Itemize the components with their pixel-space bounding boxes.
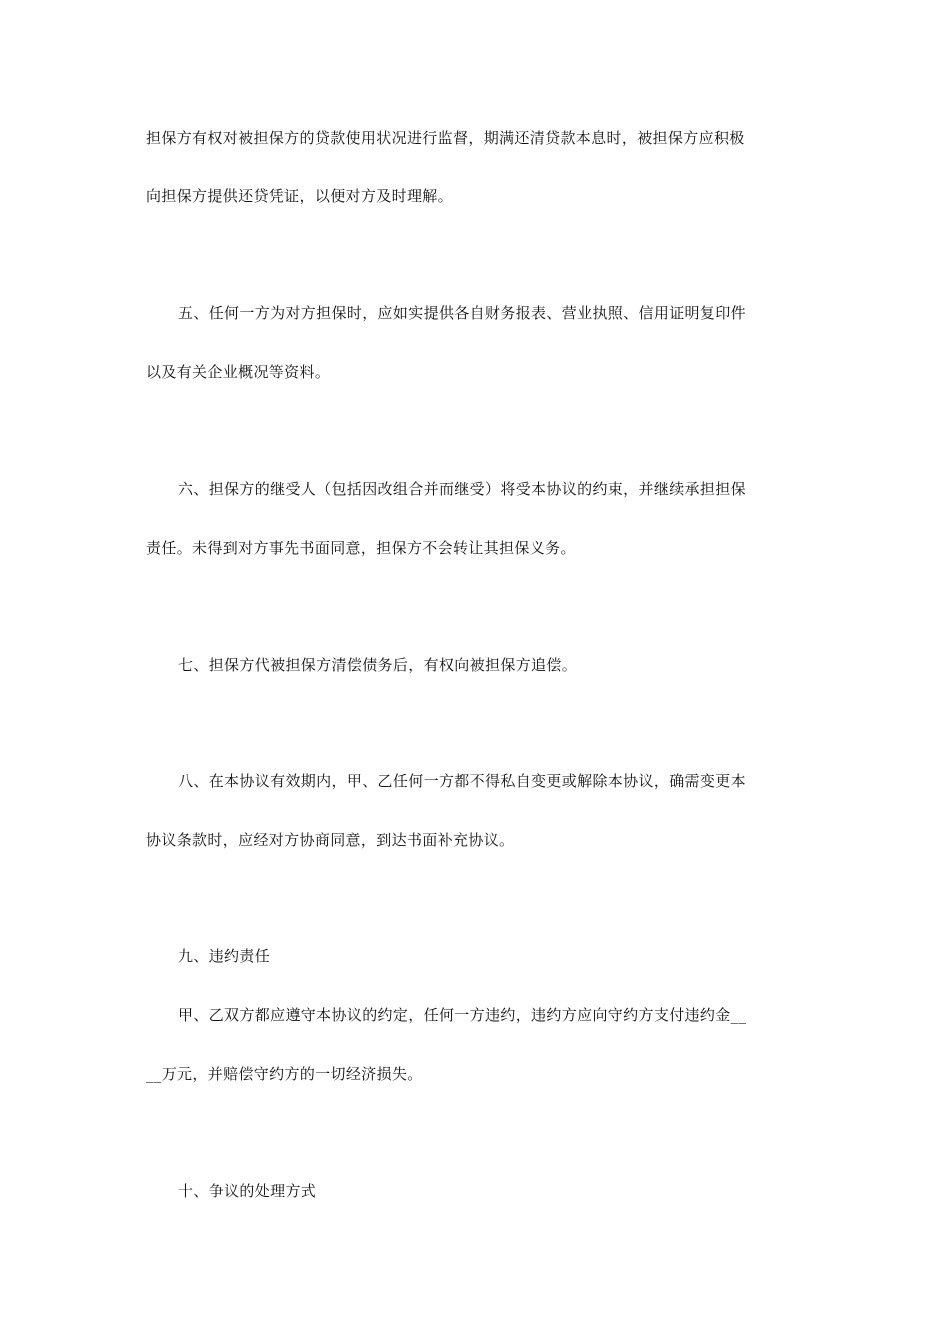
clause-8-line-1: 八、在本协议有效期内，甲、乙任何一方都不得私自变更或解除本协议，确需变更本 [178, 772, 746, 790]
clause-9-line-2: __万元，并赔偿守约方的一切经济损失。 [146, 1065, 423, 1083]
clause-9-line-1: 甲、乙双方都应遵守本协议的约定，任何一方违约，违约方应向守约方支付违约金__ [178, 1006, 747, 1024]
paragraph-4-line-2: 向担保方提供还贷凭证，以便对方及时理解。 [146, 187, 454, 205]
clause-5-line-2: 以及有关企业概况等资料。 [146, 363, 331, 381]
paragraph-4-line-1: 担保方有权对被担保方的贷款使用状况进行监督，期满还清贷款本息时，被担保方应积极 [146, 129, 745, 147]
clause-9-heading: 九、违约责任 [178, 947, 271, 965]
clause-6-line-1: 六、担保方的继受人（包括因改组合并而继受）将受本协议的约束，并继续承担担保 [178, 480, 746, 498]
clause-7-line-1: 七、担保方代被担保方清偿债务后，有权向被担保方追偿。 [178, 656, 578, 674]
clause-8-line-2: 协议条款时，应经对方协商同意，到达书面补充协议。 [146, 831, 515, 849]
clause-6-line-2: 责任。未得到对方事先书面同意，担保方不会转让其担保义务。 [146, 539, 576, 557]
clause-5-line-1: 五、任何一方为对方担保时，应如实提供各自财务报表、营业执照、信用证明复印件 [178, 304, 746, 322]
clause-10-heading: 十、争议的处理方式 [178, 1182, 317, 1200]
